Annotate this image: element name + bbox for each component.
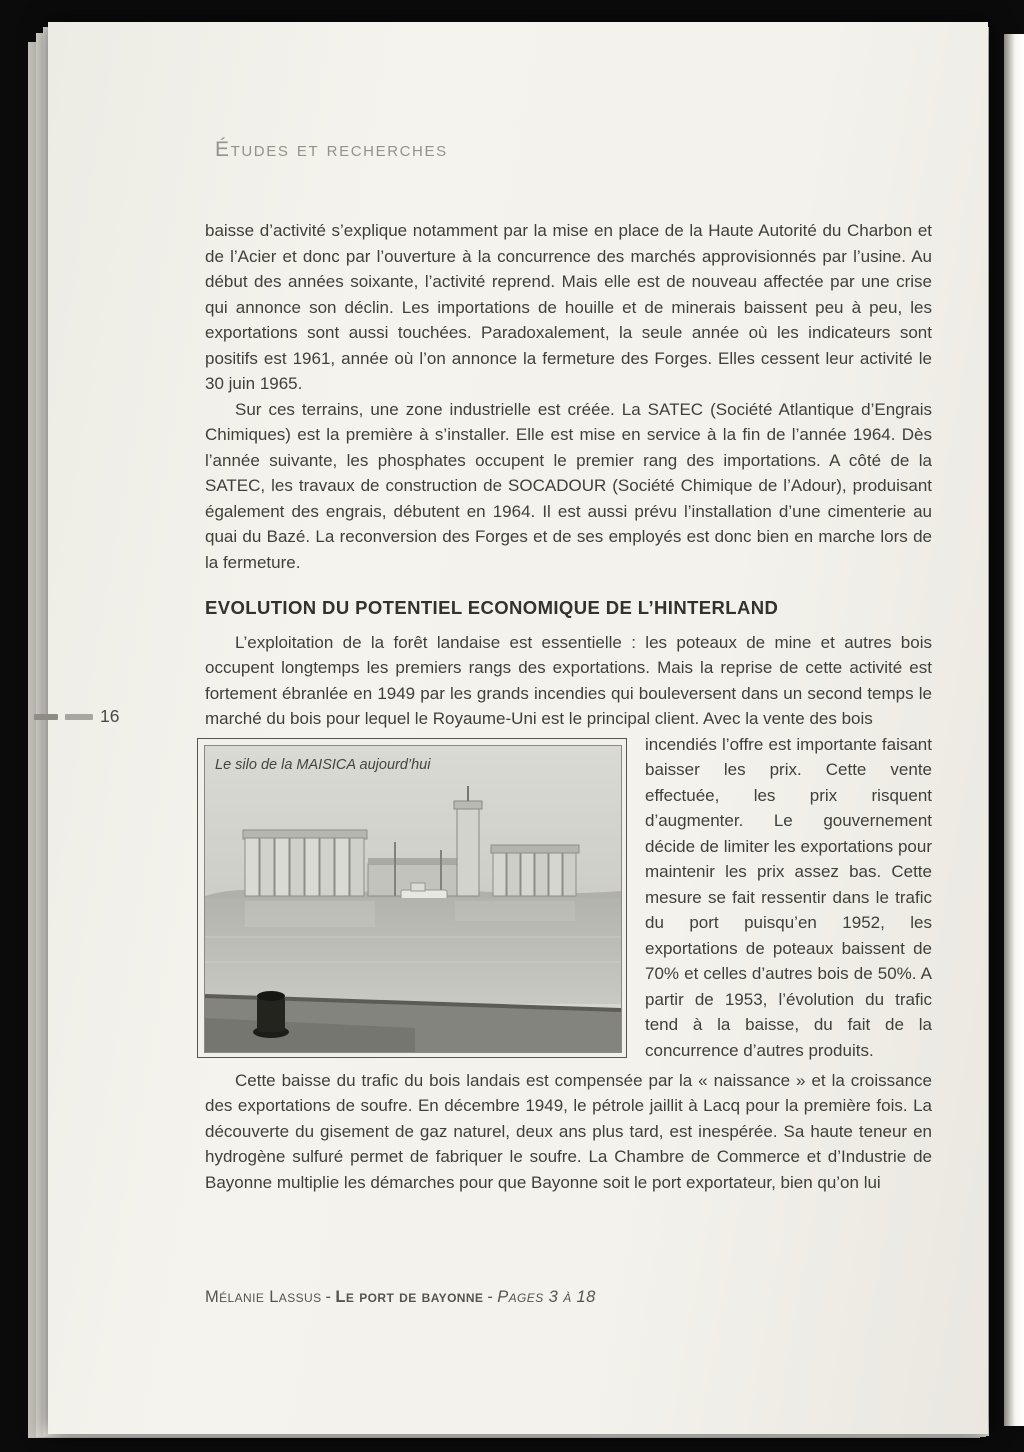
silo-harbor-photo xyxy=(204,745,622,1053)
paragraph-3-wrap: incendiés l’offre est importante faisant baisser les prix. Cette vente effectuée, les prix risquent d’augmenter. Le gouvernement décide de limiter les exportations pour maintenir les prix assez bas. Cette mesure se fait ressentir dans le trafic du port puisqu’en 1952, les exportations de poteaux baissent de 70% et celles d’autres bois de 50%. A partir de 1953, l’évolution du trafic tend à la baisse, du fait de la concurrence d’autres produits. xyxy=(645,734,932,1060)
footer-author: Mélanie Lassus xyxy=(205,1288,322,1306)
figure-silo xyxy=(197,738,627,1058)
footer-credit xyxy=(205,1288,596,1307)
margin-mark-2 xyxy=(65,714,93,720)
figure-caption: Le silo de la MAISICA aujourd’hui xyxy=(215,756,431,773)
page-number: 16 xyxy=(100,706,120,726)
paragraph-4: Cette baisse du trafic du bois landais est compensée par la « naissance » et la croissance des exportations de soufre. En décembre 1949, le pétrole jaillit à Lacq pour la première fois. La découverte du gisement de gaz naturel, deux ans plus tard, est inespérée. Sa haute teneur en hydrogène sulfuré permet de fabriquer le soufre. La Chambre de Commerce et d’Industrie de Bayonne multiplie les démarches pour que Bayonne soit le port exportateur, bien qu’on lui xyxy=(205,1070,932,1192)
paragraph-3-intro: L’exploitation de la forêt landaise est essentielle : les poteaux de mine et autres bois occupent longtemps les premiers rangs des exportations. Mais la reprise de cette activité est fortement ébranlée en 1949 par les grands incendies qui bouleversent dans un second temps le marché du bois pour lequel le Royaume-Uni est le principal client. Avec la vente des bois xyxy=(205,632,932,728)
facing-page-sliver xyxy=(1004,34,1024,1426)
margin-page-number xyxy=(34,706,119,727)
footer-separator-2: - xyxy=(487,1288,494,1306)
section-heading: EVOLUTION DU POTENTIEL ECONOMIQUE DE L’HINTERLAND xyxy=(205,597,779,618)
footer-separator-1: - xyxy=(325,1288,332,1306)
body-text xyxy=(205,218,932,1195)
paragraph-1: baisse d’activité s’explique notamment par la mise en place de la Haute Autorité du Charbon et de l’Acier et donc par l’ouverture à la concurrence des marchés approvisionnés par l’usine. Au début des années soixante, l’activité reprend. Mais elle est de nouveau affectée par une crise qui annonce son déclin. Les importations de houille et de minerais baissent peu à peu, les exportations sont aussi touchées. Paradoxalement, la seule année où les indicateurs sont positifs est 1961, année où l’on annonce la fermeture des Forges. Elles cessent leur activité le 30 juin 1965. xyxy=(205,221,932,393)
margin-mark-1 xyxy=(34,714,58,720)
book-page xyxy=(48,22,988,1434)
paragraph-2: Sur ces terrains, une zone industrielle est créée. La SATEC (Société Atlantique d’Engrais Chimiques) est la première à s’installer. Elle est mise en service à la fin de l’année 1964. Dès l’année suivante, les phosphates occupent le premier rang des importations. A côté de la SATEC, les travaux de construction de SOCADOUR (Société Chimique de l’Adour), produisant également des engrais, débutent en 1964. Il est aussi prévu l’installation d’une cimenterie au quai du Bazé. La reconversion des Forges et de ses employés est donc bien en marche lors de la fermeture. xyxy=(205,399,932,572)
running-head: Études et recherches xyxy=(215,138,448,161)
silo-harbor-illustration xyxy=(205,746,621,1052)
footer-title: Le port de bayonne xyxy=(335,1288,484,1306)
footer-pages: Pages 3 à 18 xyxy=(497,1288,596,1306)
